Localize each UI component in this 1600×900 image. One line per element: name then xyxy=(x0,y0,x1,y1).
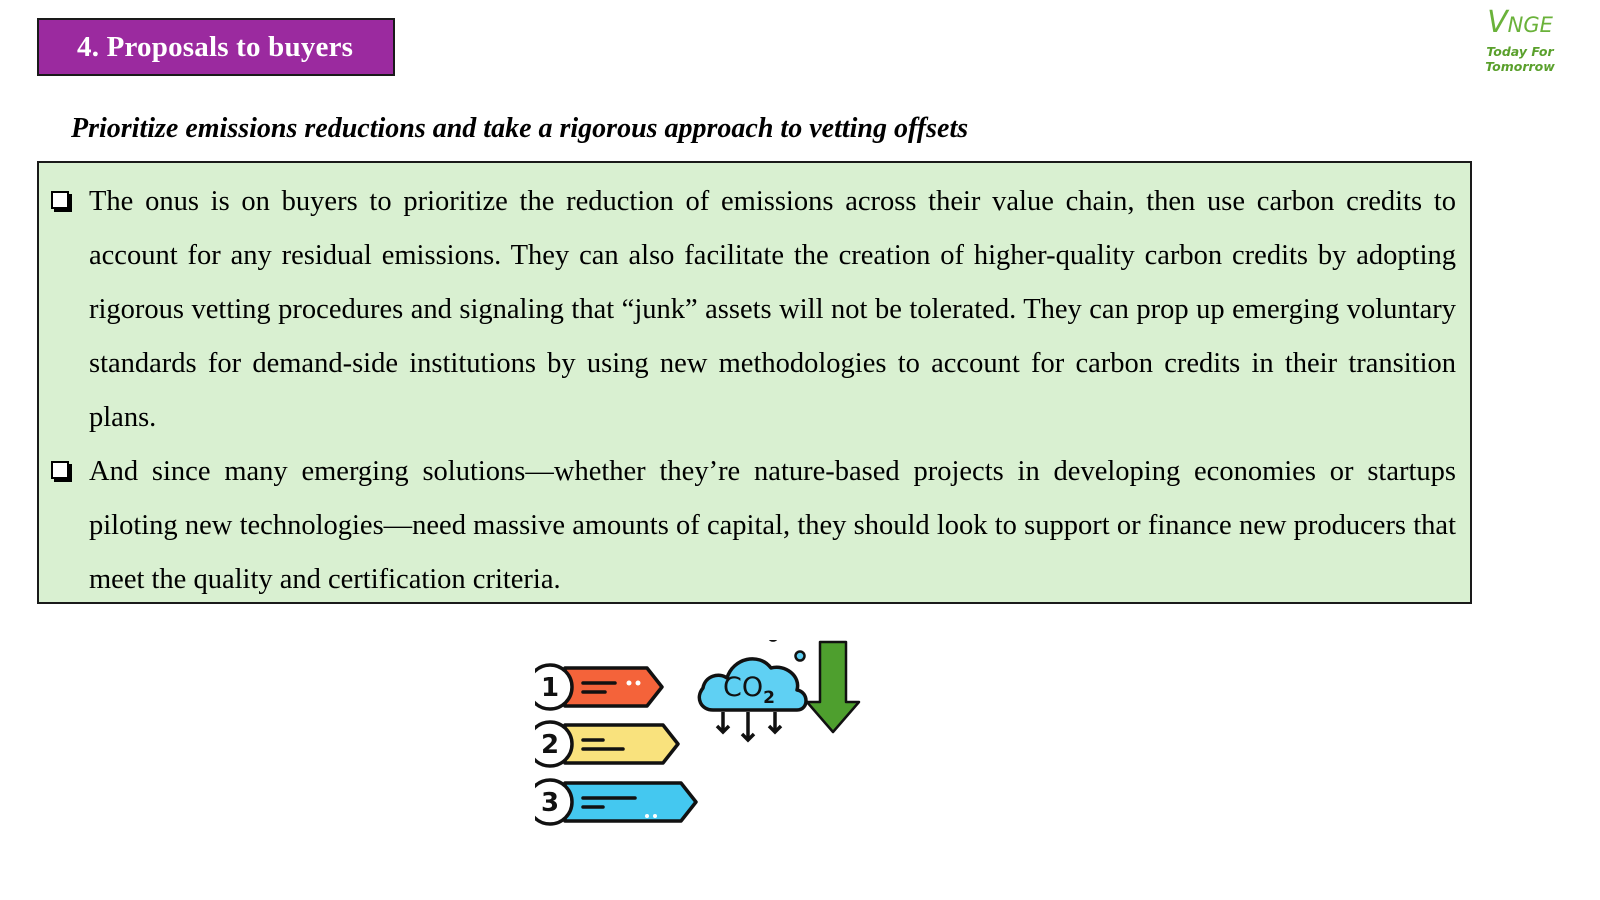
company-logo xyxy=(1450,6,1590,74)
step-3-number: 3 xyxy=(540,788,560,818)
step-2-tag-icon xyxy=(535,722,678,766)
slide-title: 4. Proposals to buyers xyxy=(77,30,354,63)
carbon-reduction-illustration xyxy=(535,640,885,850)
reduction-down-arrow-icon xyxy=(807,642,859,732)
slide-title-box xyxy=(37,18,395,76)
slide-subtitle: Prioritize emissions reductions and take a rigorous approach to vetting offsets xyxy=(71,113,969,144)
bullet-item xyxy=(89,175,1456,445)
step-2-number: 2 xyxy=(540,730,560,760)
co2-cloud-icon xyxy=(699,640,811,740)
step-1-number: 1 xyxy=(540,673,560,703)
bullet-text: And since many emerging solutions—whether they’re nature-based projects in developing economies or startups piloting new technologies—need massive amounts of capital, they should look to support or finance new producers that meet the quality and certification criteria. xyxy=(89,456,1456,595)
step-1-tag-icon xyxy=(535,665,662,709)
bullet-item xyxy=(89,445,1456,607)
logo-mark xyxy=(1450,6,1590,42)
checkbox-bullet-icon xyxy=(51,191,69,209)
logo-mark-v: V xyxy=(1487,5,1508,40)
checkbox-bullet-icon xyxy=(51,461,69,479)
bullet-text: The onus is on buyers to prioritize the reduction of emissions across their value chain, then use carbon credits to account for any residual emissions. They can also facilitate the creation of higher-quality carbon credits by adopting rigorous vetting procedures and signaling that “junk” assets will not be tolerated. They can prop up emerging voluntary standards for demand-side institutions by using new methodologies to account for carbon credits in their transition plans. xyxy=(89,186,1456,433)
co2-label: $CO_2$ xyxy=(723,672,775,708)
content-box xyxy=(37,161,1472,604)
logo-tagline: Today For Tomorrow xyxy=(1485,44,1555,74)
step-3-tag-icon xyxy=(535,780,696,824)
logo-mark-rest: NGE xyxy=(1507,13,1553,37)
